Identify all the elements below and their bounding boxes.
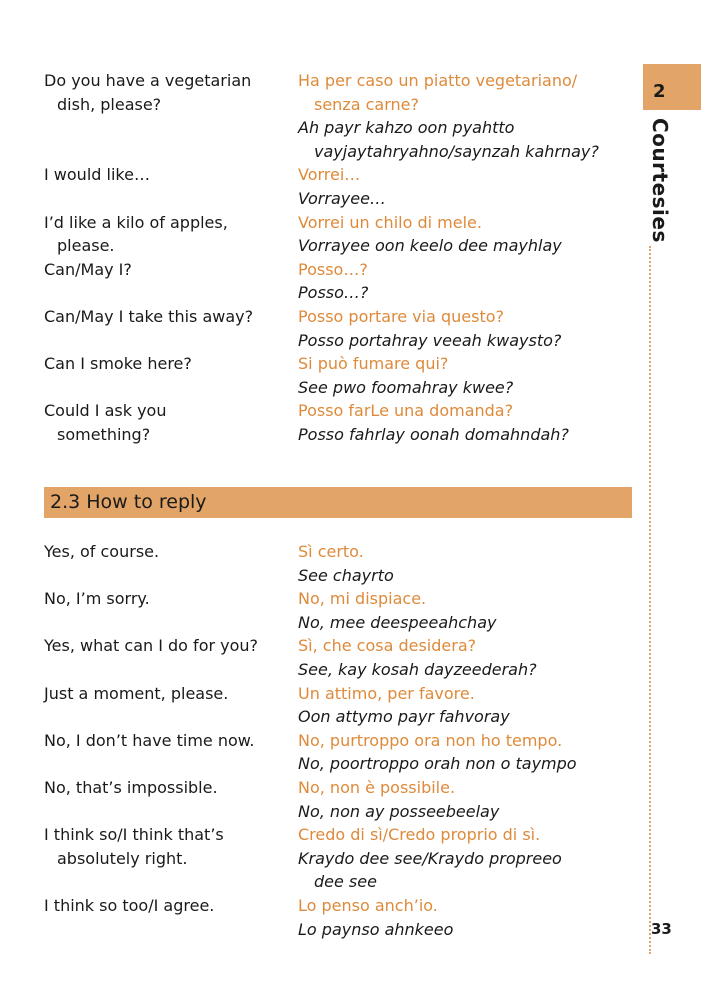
italian-phrase: Un attimo, per favore. [298, 683, 475, 703]
italian-phrase: Posso farLe una domanda? [298, 401, 514, 421]
english-phrase-continued: please. [57, 236, 115, 256]
english-phrase-continued: dish, please? [57, 94, 162, 114]
lower-phrase-list [44, 540, 604, 941]
pronunciation: Kraydo dee see/Kraydo propreeo [298, 848, 562, 868]
phrase-row [44, 305, 604, 329]
pronunciation: Vorrayee oon keelo dee mayhlay [298, 236, 562, 256]
phrase-row [44, 258, 604, 282]
phrase-row [44, 234, 604, 258]
english-phrase: Can/May I? [44, 259, 132, 279]
section-heading: 2.3 How to reply [50, 491, 207, 513]
italian-phrase: Posso…? [298, 259, 368, 279]
pronunciation: See pwo foomahray kwee? [298, 377, 514, 397]
pronunciation: See chayrto [298, 565, 394, 585]
phrase-row [44, 894, 604, 918]
english-phrase: I would like… [44, 165, 150, 185]
italian-phrase: Sì certo. [298, 542, 364, 561]
pronunciation-row [44, 658, 604, 682]
phrase-row [44, 729, 604, 753]
chapter-title-vertical [646, 118, 674, 258]
pronunciation: See, kay kosah dayzeederah? [298, 659, 537, 679]
italian-phrase: Vorrei un chilo di mele. [298, 212, 482, 232]
pronunciation: Vorrayee… [298, 188, 386, 208]
italian-phrase: No, mi dispiace. [298, 589, 427, 609]
italian-phrase-continued: senza carne? [314, 94, 419, 114]
pronunciation-row [44, 752, 604, 776]
pronunciation: Oon attymo payr fahvoray [298, 707, 510, 727]
italian-phrase: Posso portare via questo? [298, 306, 505, 326]
phrase-row [44, 163, 604, 187]
sidebar-dotted-rule [649, 246, 651, 954]
pronunciation: Posso fahrlay oonah domahndah? [298, 424, 569, 444]
english-phrase: Yes, of course. [44, 542, 160, 561]
page-number: 33 [651, 920, 672, 938]
italian-phrase: No, purtroppo ora non ho tempo. [298, 730, 563, 750]
phrase-row [44, 399, 604, 423]
pronunciation-row [44, 281, 604, 305]
phrase-row [44, 634, 604, 658]
english-phrase: No, I’m sorry. [44, 589, 150, 609]
italian-phrase: Si può fumare qui? [298, 354, 449, 374]
english-phrase: Can/May I take this away? [44, 306, 254, 326]
phrase-row [44, 776, 604, 800]
pronunciation: Posso portahray veeah kwaysto? [298, 330, 562, 350]
pronunciation-row [44, 611, 604, 635]
pronunciation-row [44, 800, 604, 824]
phrase-row [44, 540, 604, 564]
pronunciation-row [44, 918, 604, 942]
phrase-row [44, 587, 604, 611]
pronunciation-row [44, 187, 604, 211]
english-phrase: Just a moment, please. [44, 683, 229, 703]
pronunciation: No, non ay posseebeelay [298, 801, 500, 821]
pronunciation: No, poortroppo orah non o taympo [298, 754, 577, 774]
english-phrase: Do you have a vegetarian [44, 71, 252, 90]
phrase-row [44, 423, 604, 447]
phrase-row [44, 93, 604, 117]
pronunciation-row [44, 140, 604, 164]
pronunciation: Posso…? [298, 283, 369, 303]
upper-phrase-list [44, 69, 604, 447]
italian-phrase: Credo di sì/Credo proprio di sì. [298, 825, 541, 845]
chapter-title: Courtesies [648, 118, 672, 243]
phrase-row [44, 847, 604, 871]
pronunciation-row [44, 329, 604, 353]
english-phrase: No, I don’t have time now. [44, 730, 255, 750]
pronunciation: Lo paynso ahnkeeo [298, 919, 454, 939]
phrase-row [44, 682, 604, 706]
phrase-row [44, 69, 604, 93]
english-phrase: I’d like a kilo of apples, [44, 212, 228, 232]
italian-phrase: Ha per caso un piatto vegetariano/ [298, 71, 578, 90]
pronunciation-continued: vayjaytahryahno/saynzah kahrnay? [314, 141, 599, 161]
english-phrase: I think so too/I agree. [44, 895, 215, 915]
italian-phrase: Lo penso anch’io. [298, 895, 438, 915]
pronunciation-row [44, 376, 604, 400]
italian-phrase: Sì, che cosa desidera? [298, 636, 477, 656]
phrase-row [44, 211, 604, 235]
phrase-row [44, 352, 604, 376]
pronunciation-row [44, 116, 604, 140]
italian-phrase: Vorrei… [298, 165, 361, 185]
phrase-row [44, 823, 604, 847]
english-phrase-continued: something? [57, 424, 151, 444]
italian-phrase: No, non è possibile. [298, 777, 456, 797]
pronunciation-continued: dee see [314, 872, 377, 892]
english-phrase: Yes, what can I do for you? [44, 636, 259, 656]
pronunciation-row [44, 870, 604, 894]
english-phrase: I think so/I think that’s [44, 825, 224, 845]
pronunciation: Ah payr kahzo oon pyahtto [298, 118, 515, 138]
english-phrase: No, that’s impossible. [44, 777, 218, 797]
english-phrase: Could I ask you [44, 401, 167, 421]
section-heading-bar [44, 487, 632, 518]
pronunciation-row [44, 564, 604, 588]
pronunciation-row [44, 705, 604, 729]
chapter-number: 2 [653, 81, 666, 102]
pronunciation: No, mee deespeeahchay [298, 612, 497, 632]
chapter-tab [643, 64, 701, 110]
english-phrase-continued: absolutely right. [57, 848, 188, 868]
english-phrase: Can I smoke here? [44, 354, 192, 374]
